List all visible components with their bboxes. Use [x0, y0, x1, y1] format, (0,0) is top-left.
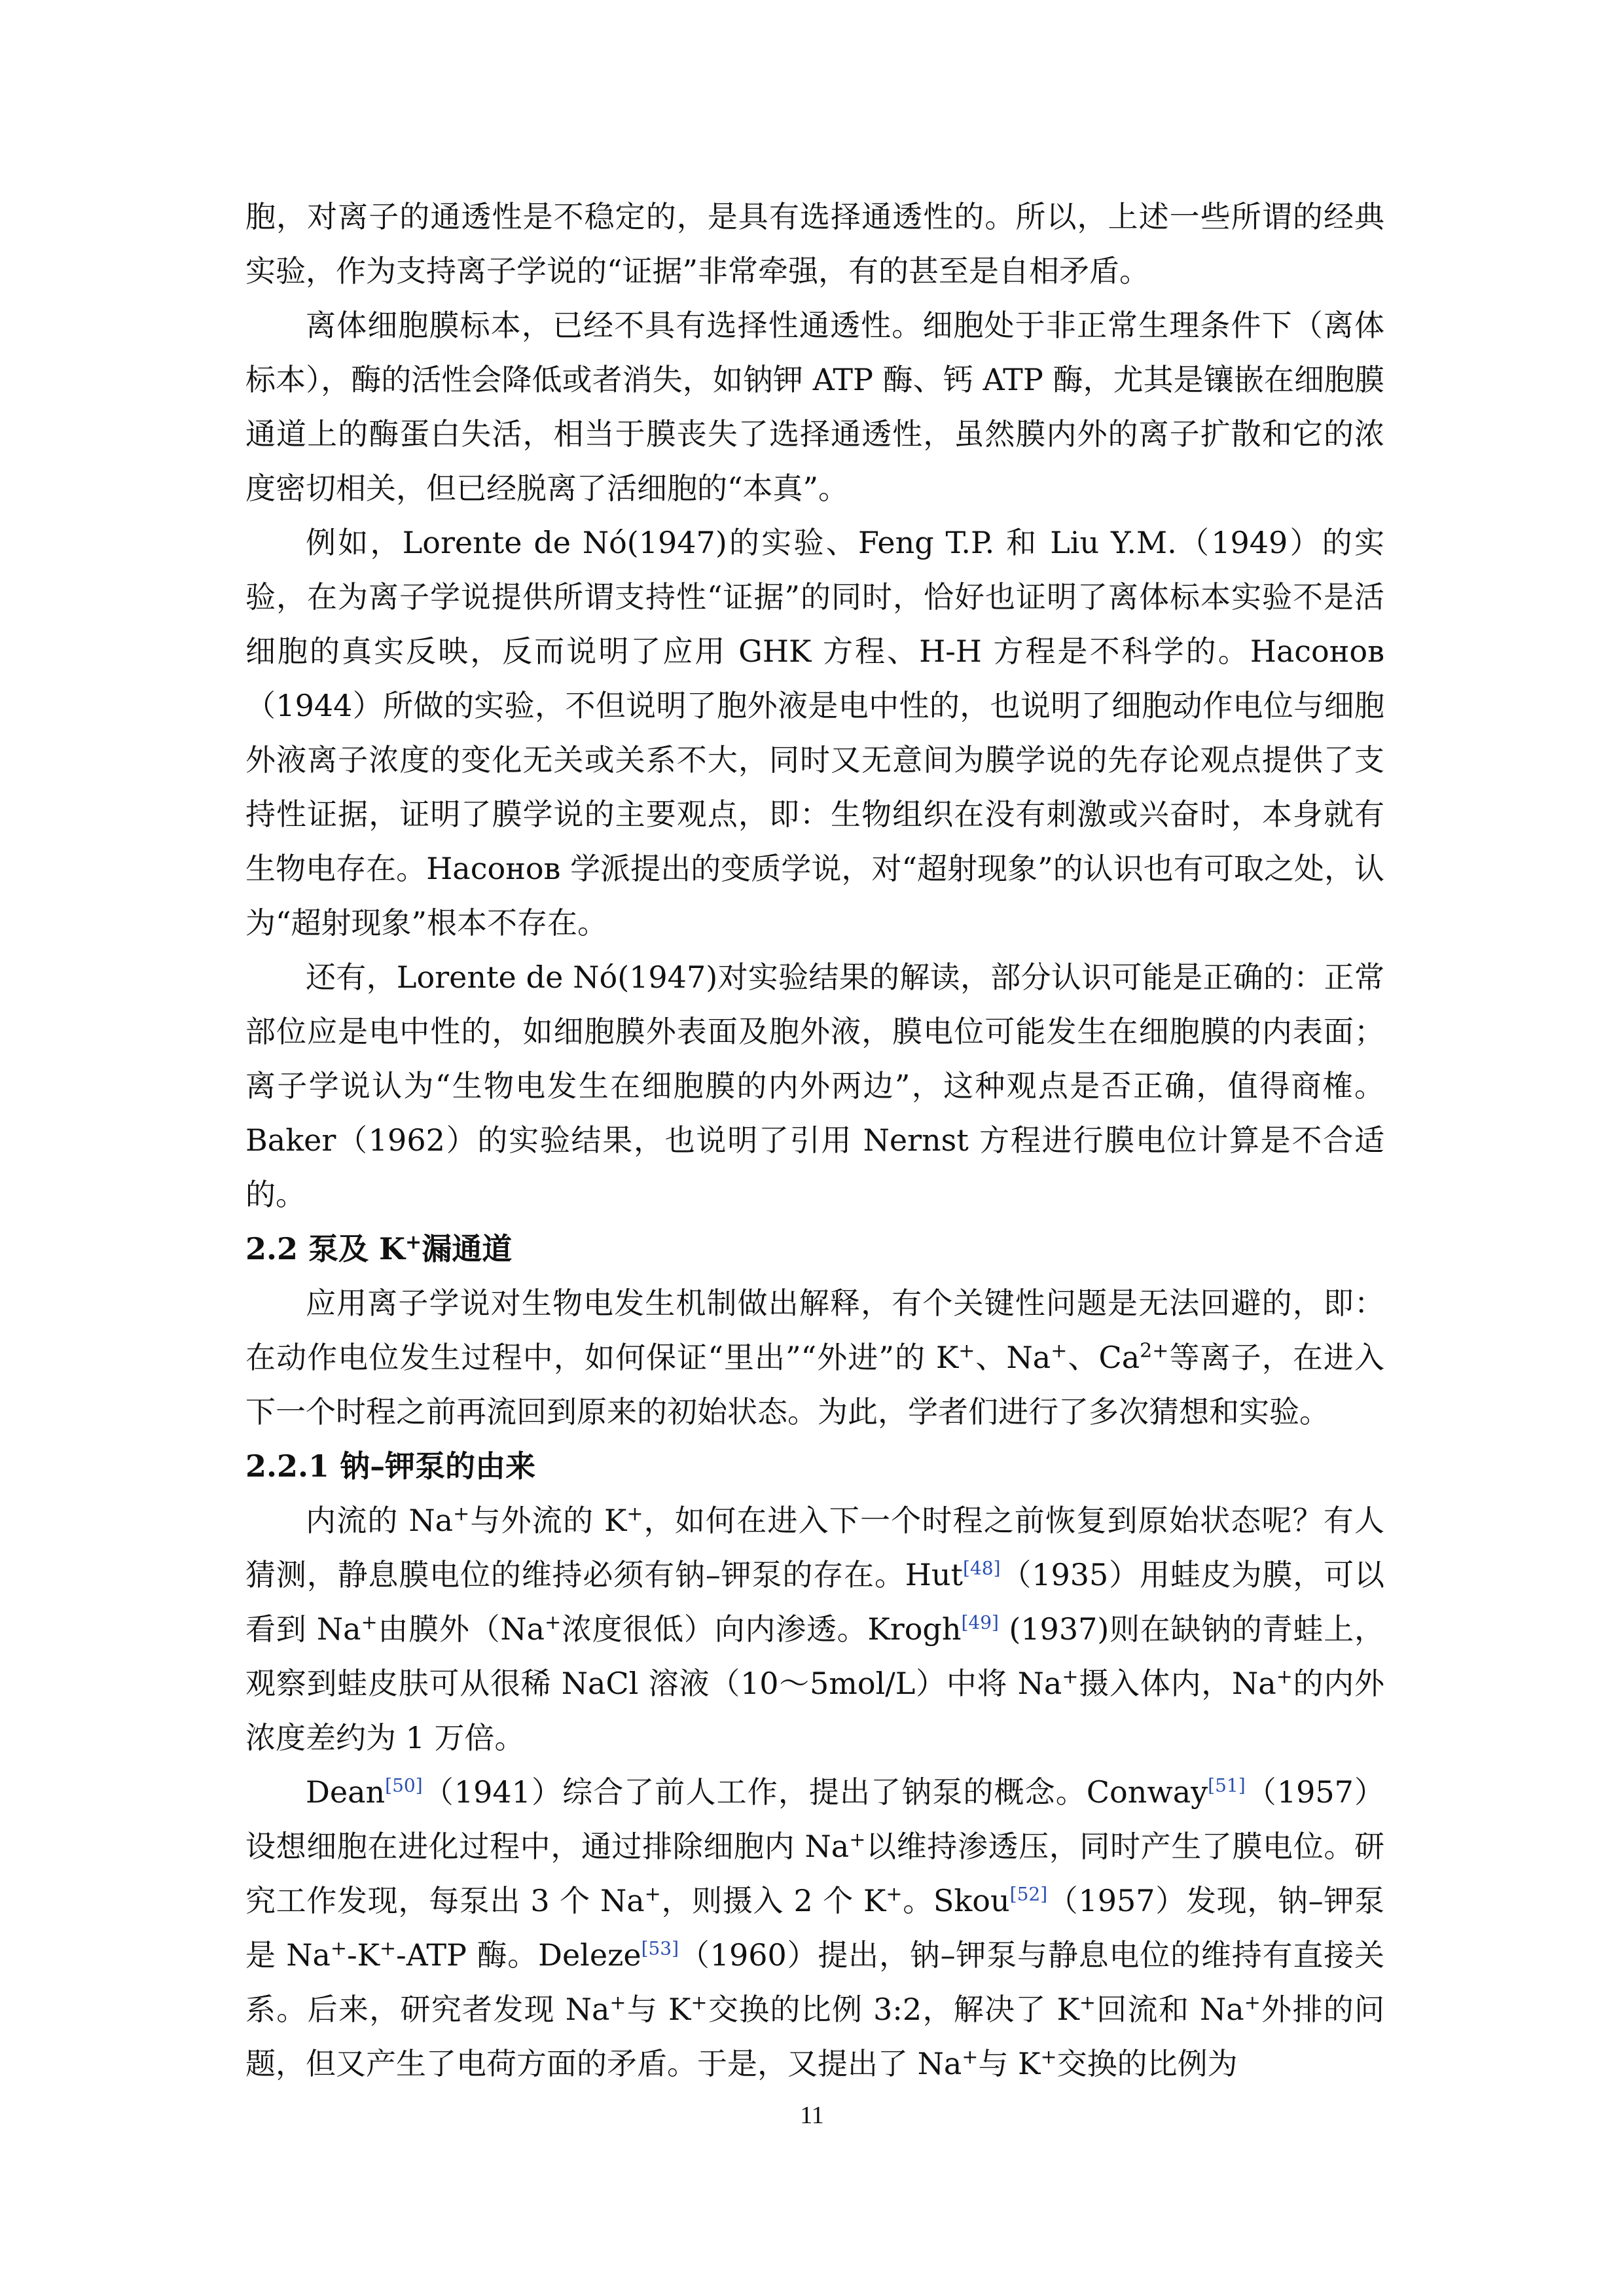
document-body: [245, 190, 1384, 2091]
section-heading-2-2-1: [245, 1439, 1384, 1494]
section-title-part: 泵及 K: [308, 1231, 406, 1266]
citation-link[interactable]: [50]: [385, 1774, 423, 1797]
paragraph-examples: 例如，Lorente de Nó(1947)的实验、Feng T.P. 和 Liu Y.M.（1949）的实验，在为离子学说提供所谓支持性“证据”的同时，恰好也证明了离体标本实验不是活细胞的真实反映，反而说明了应用 GHK 方程、H-H 方程是不科学的。Насонов（1944）所做的实验，不但说明了胞外液是电中性的，也说明了细胞动作电位与细胞外液离子浓度的变化无关或关系不大，同时又无意间为膜学说的先存论观点提供了支持性证据，证明了膜学说的主要观点，即：生物组织在没有刺激或兴奋时，本身就有生物电存在。Насонов 学派提出的变质学说，对“超射现象”的认识也有可取之处，认为“超射现象”根本不存在。: [245, 525, 1384, 941]
citation-link[interactable]: [48]: [963, 1557, 1001, 1579]
citation-link[interactable]: [52]: [1009, 1883, 1048, 1905]
section-number: 2.2.1: [245, 1448, 330, 1484]
citation-link[interactable]: [53]: [641, 1937, 679, 1960]
section-heading-2-2: [245, 1222, 1384, 1276]
section-title-part: 漏通道: [422, 1231, 513, 1266]
section-number: 2.2: [245, 1231, 298, 1266]
paragraph-continuation: 胞，对离子的通透性是不稳定的，是具有选择通透性的。所以，上述一些所谓的经典实验，作为支持离子学说的“证据”非常牵强，有的甚至是自相矛盾。: [245, 199, 1384, 289]
citation-link[interactable]: [49]: [961, 1611, 999, 1634]
paragraph-isolated-membrane: 离体细胞膜标本，已经不具有选择性通透性。细胞处于非正常生理条件下（离体标本），酶的活性会降低或者消失，如钠钾 ATP 酶、钙 ATP 酶，尤其是镶嵌在细胞膜通道上的酶蛋白失活，相当于膜丧失了选择通透性，虽然膜内外的离子扩散和它的浓度密切相关，但已经脱离了活细胞的“本真”。: [245, 308, 1384, 506]
ion-charge: +: [405, 1230, 422, 1254]
paragraph-pump-origin: 内流的 Na+与外流的 K+，如何在进入下一个时程之前恢复到原始状态呢？有人猜测，静息膜电位的维持必须有钠–钾泵的存在。Hut[48]（1935）用蛙皮为膜，可以看到 Na+由膜外（Na+浓度很低）向内渗透。Krogh[49] (1937)则在缺钠的青蛙上，观察到蛙皮肤可从很稀 NaCl 溶液（10～5mol/L）中将 Na+摄入体内，Na+的内外浓度差约为 1 万倍。: [245, 1502, 1385, 1755]
paragraph-lorente-interpretation: 还有，Lorente de Nó(1947)对实验结果的解读，部分认识可能是正确的：正常部位应是电中性的，如细胞膜外表面及胞外液，膜电位可能发生在细胞膜的内表面；离子学说认为“生物电发生在细胞膜的内外两边”，这种观点是否正确，值得商榷。Baker（1962）的实验结果，也说明了引用 Nernst 方程进行膜电位计算是不合适的。: [245, 960, 1384, 1212]
section-title: 钠–钾泵的由来: [340, 1448, 536, 1484]
paragraph-key-problem: 应用离子学说对生物电发生机制做出解释，有个关键性问题是无法回避的，即：在动作电位发生过程中，如何保证“里出”“外进”的 K+、Na+、$Ca^{2+}$等离子，在进入下一个时程之前再流回到原来的初始状态。为此，学者们进行了多次猜想和实验。: [245, 1285, 1384, 1429]
page-number: 11: [800, 2102, 824, 2129]
citation-link[interactable]: [51]: [1208, 1774, 1246, 1797]
paragraph-sodium-pump-concept: Dean[50]（1941）综合了前人工作，提出了钠泵的概念。Conway[51]（1957）设想细胞在进化过程中，通过排除细胞内 Na+以维持渗透压，同时产生了膜电位。研究工作发现，每泵出 3 个 Na+，则摄入 2 个 K+。Skou[52]（1957）发现，钠–钾泵是 Na+-K+-ATP 酶。Deleze[53]（1960）提出，钠–钾泵与静息电位的维持有直接关系。后来，研究者发现 Na+与 K+交换的比例 3:2，解决了 K+回流和 Na+外排的问题，但又产生了电荷方面的矛盾。于是，又提出了 Na+与 K+交换的比例为: [245, 1774, 1385, 2081]
